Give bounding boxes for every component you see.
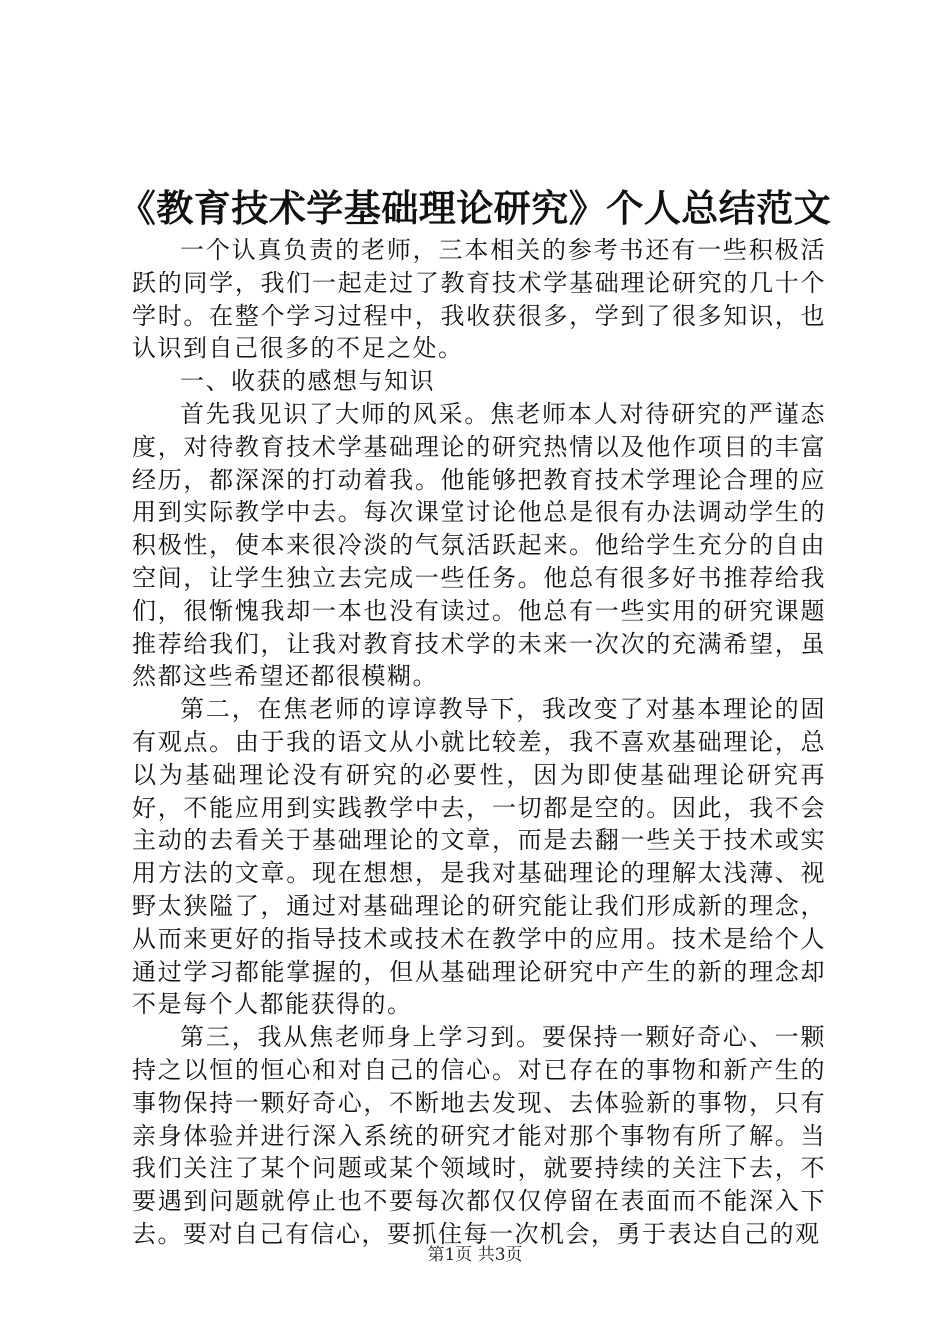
- page-footer: 第1页 共3页: [427, 1245, 523, 1265]
- paragraph-third-point: 第三，我从焦老师身上学习到。要保持一颗好奇心、一颗持之以恒的恒心和对自己的信心。对已存在的事物和新产生的事物保持一颗好奇心，不断地去发现、去体验新的事物，只有亲身体验并进行深入系统的研究才能对那个事物有所了解。当我们关注了某个问题或某个领域时，就要持续的关注下去，不要遇到问题就停止也不要每次都仅仅停留在表面而不能深入下去。要对自己有信心，要抓住每一次机会，勇于表达自己的观: [132, 1023, 826, 1248]
- document-body: [132, 234, 826, 1251]
- document-title: 《教育技术学基础理论研究》个人总结范文: [118, 186, 832, 230]
- paragraph-intro: 一个认真负责的老师，三本相关的参考书还有一些积极活跃的同学，我们一起走过了教育技术学基础理论研究的几十个学时。在整个学习过程中，我收获很多，学到了很多知识，也认识到自己很多的不足之处。: [132, 236, 826, 363]
- paragraph-second-point: 第二，在焦老师的谆谆教导下，我改变了对基本理论的固有观点。由于我的语文从小就比较差，我不喜欢基础理论，总以为基础理论没有研究的必要性，因为即使基础理论研究再好，不能应用到实践教学中去，一切都是空的。因此，我不会主动的去看关于基础理论的文章，而是去翻一些关于技术或实用方法的文章。现在想想，是我对基础理论的理解太浅薄、视野太狭隘了，通过对基础理论的研究能让我们形成新的理念，从而来更好的指导技术或技术在教学中的应用。技术是给个人通过学习都能掌握的，但从基础理论研究中产生的新的理念却不是每个人都能获得的。: [132, 695, 826, 1019]
- section-heading: 一、收获的感想与知识: [180, 367, 435, 396]
- paragraph-first-point: 首先我见识了大师的风采。焦老师本人对待研究的严谨态度，对待教育技术学基础理论的研究热情以及他作项目的丰富经历，都深深的打动着我。他能够把教育技术学理论合理的应用到实际教学中去。每次课堂讨论他总是很有办法调动学生的积极性，使本来很冷淡的气氛活跃起来。他给学生充分的自由空间，让学生独立去完成一些任务。他总有很多好书推荐给我们，很惭愧我却一本也没有读过。他总有一些实用的研究课题推荐给我们，让我对教育技术学的未来一次次的充满希望，虽然都这些希望还都很模糊。: [132, 399, 826, 691]
